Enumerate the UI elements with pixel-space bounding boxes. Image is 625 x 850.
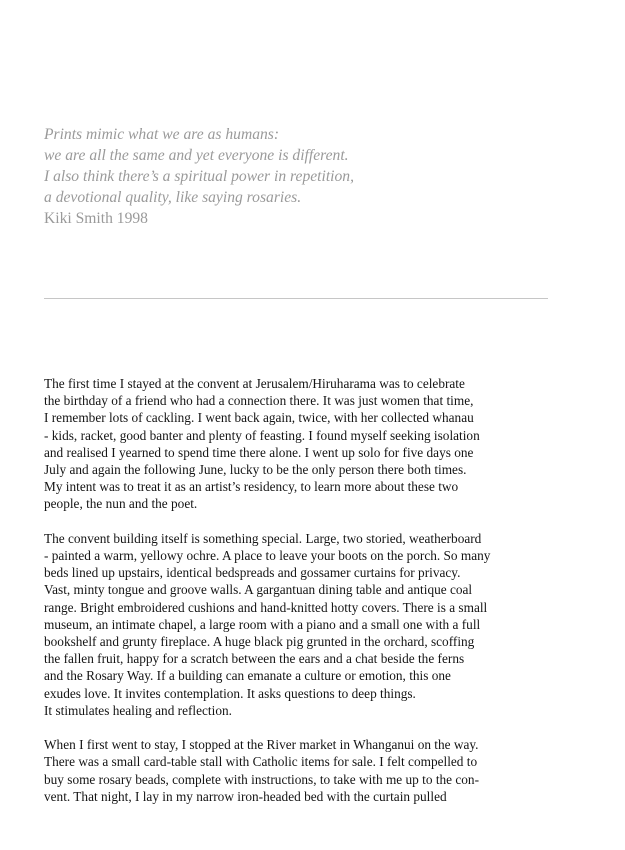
text-line: beds lined up upstairs, identical bedspreads and gossamer curtains for privacy.: [44, 565, 461, 581]
quote-line: Prints mimic what we are as humans:: [44, 126, 280, 143]
text-line: - painted a warm, yellowy ochre. A place to leave your boots on the porch. So many: [44, 548, 491, 564]
text-line: The convent building itself is something special. Large, two storied, weatherboard: [44, 530, 482, 546]
text-line: and realised I yearned to spend time there alone. I went up solo for five days one: [44, 444, 474, 460]
text-line: exudes love. It invites contemplation. It asks questions to deep things.: [44, 685, 416, 701]
text-line: It stimulates healing and reflection.: [44, 702, 232, 718]
text-line: - kids, racket, good banter and plenty of feasting. I found myself seeking isolation: [44, 427, 480, 443]
text-line: Vast, minty tongue and groove walls. A gargantuan dining table and antique coal: [44, 582, 473, 598]
text-line: and the Rosary Way. If a building can emanate a culture or emotion, this one: [44, 668, 451, 684]
epigraph-quote: [44, 124, 564, 229]
text-line: museum, an intimate chapel, a large room with a piano and a small one with a full: [44, 616, 481, 632]
text-line: buy some rosary beads, complete with instructions, to take with me up to the con-: [44, 771, 480, 787]
text-line: range. Bright embroidered cushions and hand-knitted hotty covers. There is a small: [44, 599, 488, 615]
paragraph-2: [44, 530, 584, 719]
text-line: bookshelf and grunty fireplace. A huge black pig grunted in the orchard, scoffing: [44, 634, 475, 650]
text-line: people, the nun and the poet.: [44, 496, 198, 512]
quote-attribution: Kiki Smith 1998: [44, 210, 148, 227]
paragraph-1: [44, 375, 584, 513]
text-line: I remember lots of cackling. I went back again, twice, with her collected whanau: [44, 410, 474, 426]
text-line: There was a small card-table stall with Catholic items for sale. I felt compelled to: [44, 754, 478, 770]
quote-line: a devotional quality, like saying rosaries.: [44, 189, 302, 206]
text-line: vent. That night, I lay in my narrow iron-headed bed with the curtain pulled: [44, 788, 447, 804]
text-line: When I first went to stay, I stopped at the River market in Whanganui on the way.: [44, 737, 479, 753]
quote-line: we are all the same and yet everyone is different.: [44, 147, 349, 164]
text-line: the fallen fruit, happy for a scratch between the ears and a chat beside the ferns: [44, 651, 465, 667]
quote-line: I also think there’s a spiritual power in repetition,: [44, 168, 354, 185]
essay-body: [44, 375, 584, 822]
text-line: July and again the following June, lucky to be the only person there both times.: [44, 462, 467, 478]
text-line: My intent was to treat it as an artist’s residency, to learn more about these two: [44, 479, 459, 495]
text-line: The first time I stayed at the convent at Jerusalem/Hiruharama was to celebrate: [44, 376, 465, 391]
paragraph-3: [44, 736, 584, 805]
text-line: the birthday of a friend who had a connection there. It was just women that time,: [44, 393, 474, 409]
horizontal-divider: [44, 298, 548, 299]
